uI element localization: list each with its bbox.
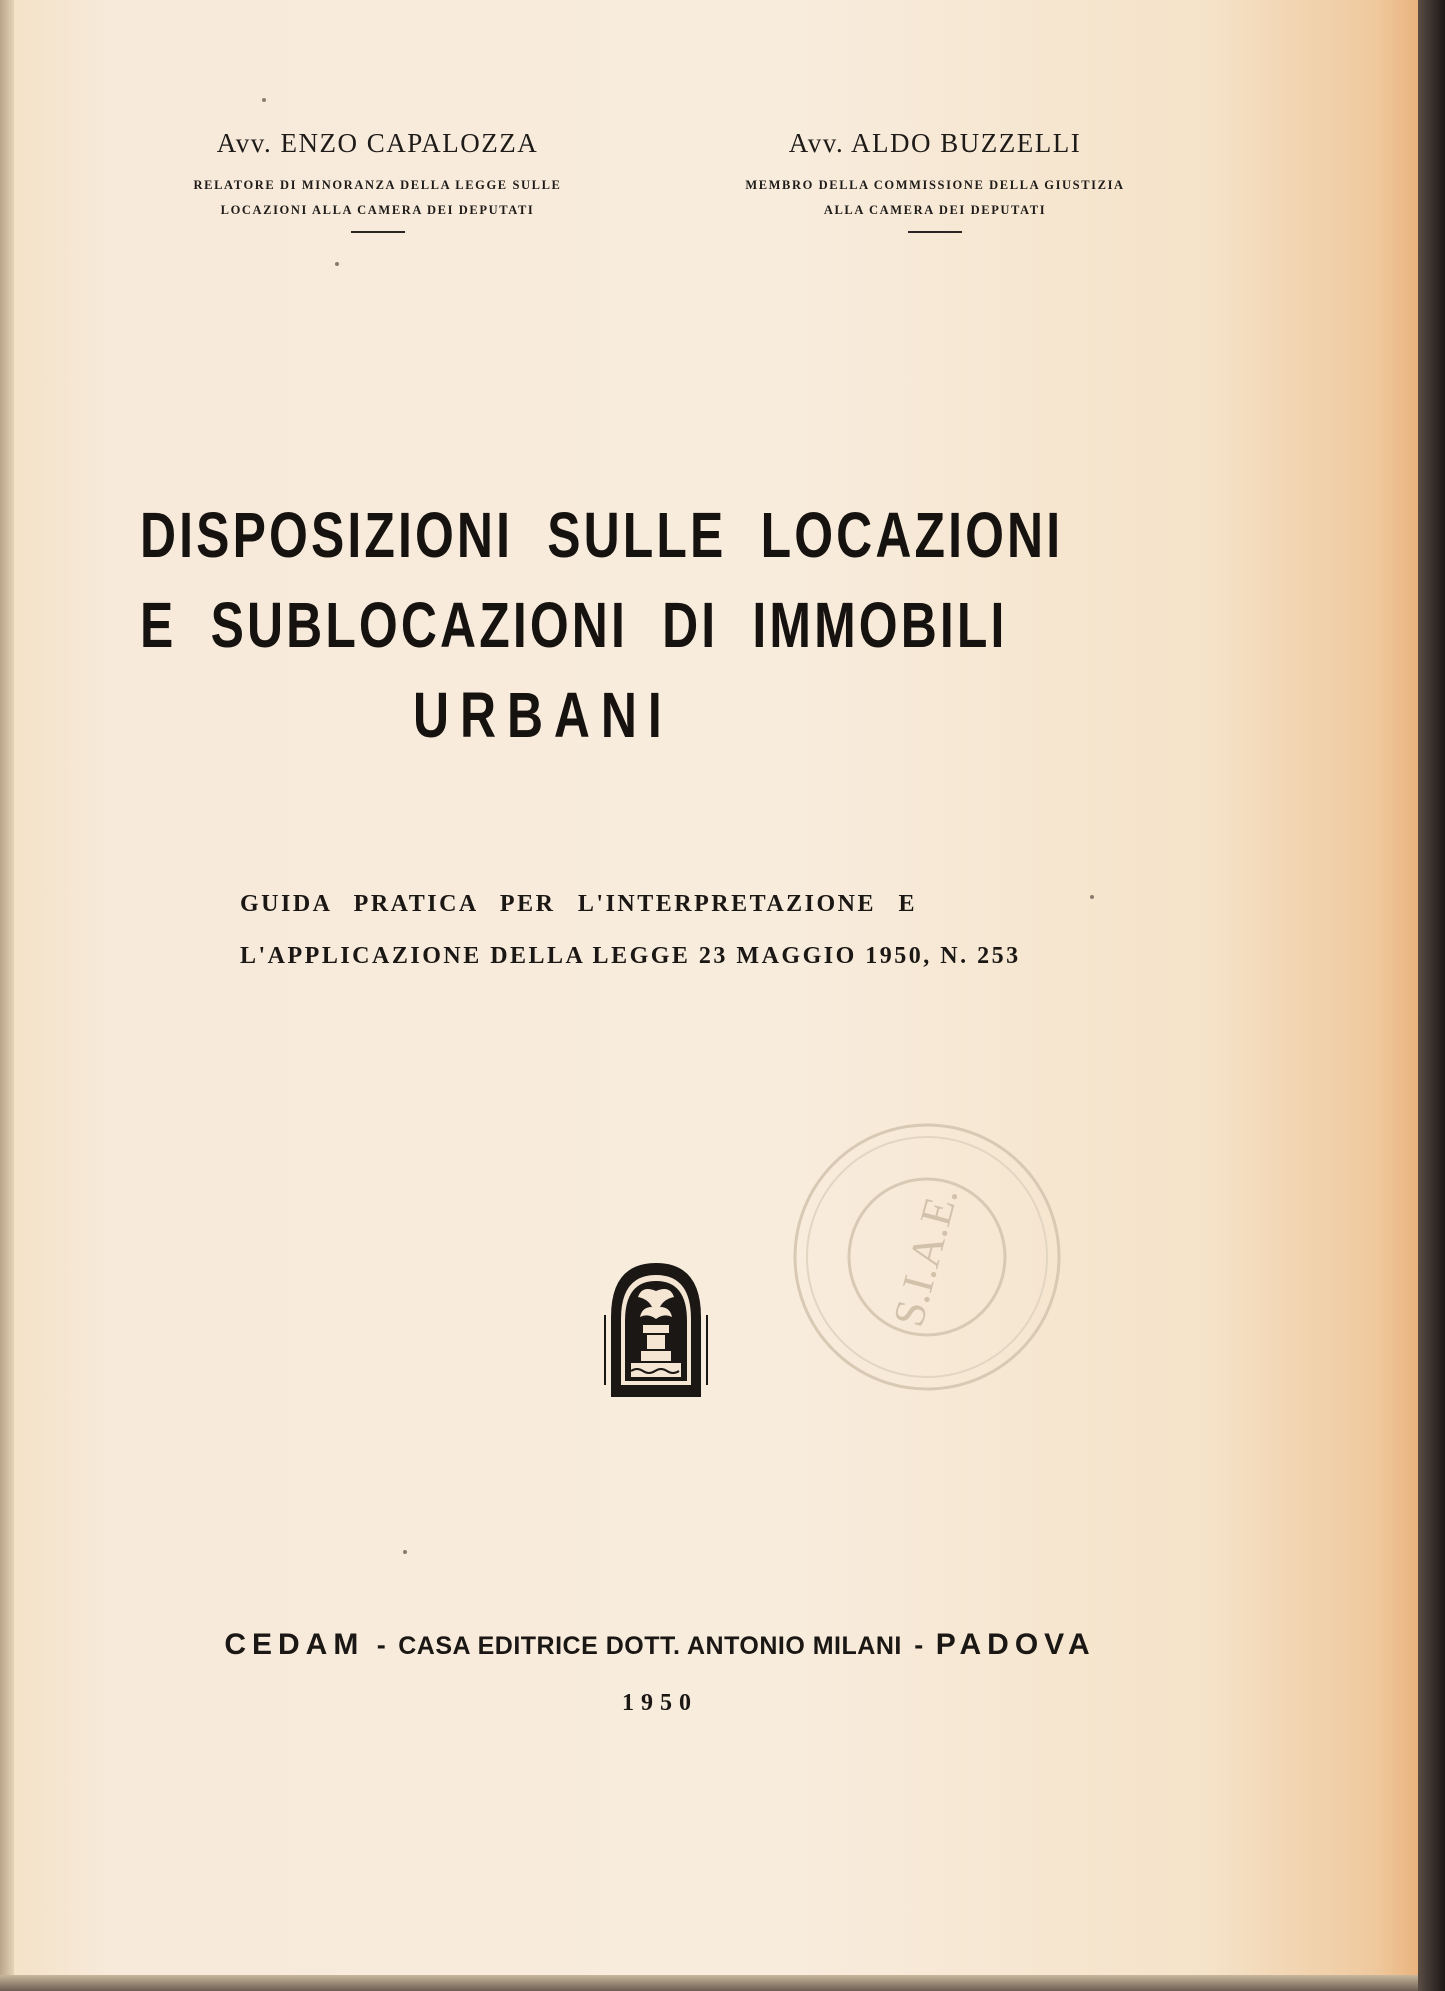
svg-text:S.I.A.E.: S.I.A.E. [883,1181,968,1332]
subtitle-line: L'APPLICAZIONE DELLA LEGGE 23 MAGGIO 1950, N. 253 [240,943,1021,969]
author-role: ALLA CAMERA DEI DEPUTATI [823,203,1047,217]
page-bottom-edge [0,1975,1418,1991]
author-divider [908,231,962,233]
author-divider [351,231,405,233]
binding-edge [0,0,14,1991]
title-line: E SUBLOCAZIONI DI IMMOBILI [140,589,1008,661]
author-left [160,128,595,233]
publisher-house: CASA EDITRICE DOTT. ANTONIO MILANI [398,1632,902,1660]
author-role: RELATORE DI MINORANZA DELLA LEGGE SULLE [193,178,562,192]
title-line: DISPOSIZIONI SULLE LOCAZIONI [140,499,1064,571]
paper-speck [262,98,266,102]
paper-speck [335,262,339,266]
book-title [140,490,1150,760]
book-subtitle [240,878,1140,982]
publication-year: 1950 [622,1690,698,1716]
paper-speck [1090,895,1094,899]
paper-speck [403,1550,407,1554]
publisher-city: PADOVA [935,1628,1096,1661]
publisher-line [160,1628,1160,1662]
author-role: LOCAZIONI ALLA CAMERA DEI DEPUTATI [220,203,535,217]
separator: - [376,1630,386,1660]
separator: - [914,1630,924,1660]
publisher-name: CEDAM [224,1628,365,1661]
subtitle-line: GUIDA PRATICA PER L'INTERPRETAZIONE E [240,891,918,917]
author-role: MEMBRO DELLA COMMISSIONE DELLA GIUSTIZIA [745,178,1125,192]
book-edge-shadow [1418,0,1445,1991]
author-right [720,128,1150,233]
author-name: Avv. ENZO CAPALOZZA [216,128,539,158]
siae-stamp-icon [790,1120,1065,1395]
author-name: Avv. ALDO BUZZELLI [788,128,1082,158]
publisher-logo-icon [601,1255,711,1400]
title-line: URBANI [413,679,673,751]
